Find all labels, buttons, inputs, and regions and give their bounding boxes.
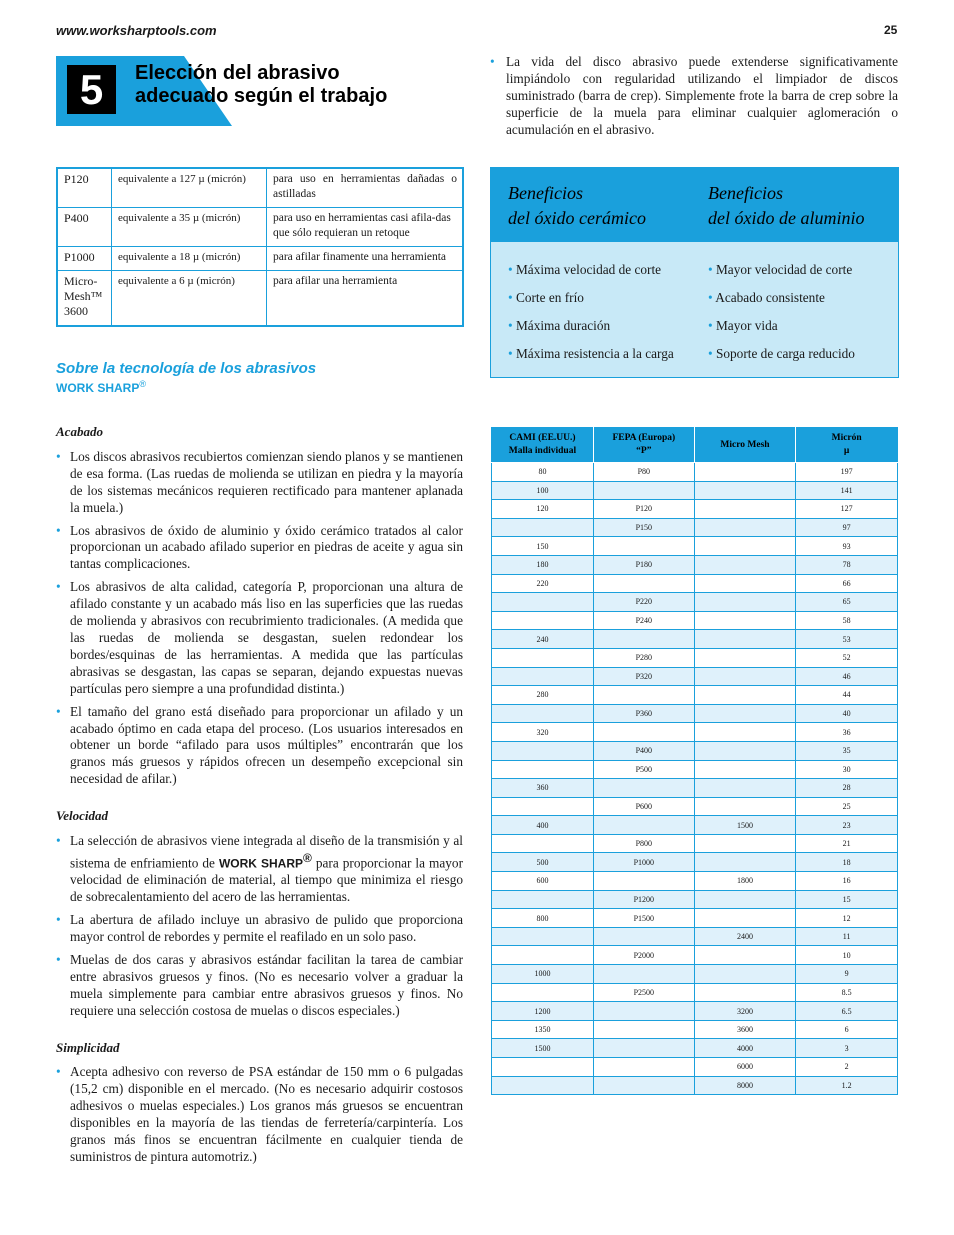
list-item-text: Acepta adhesivo con reverso de PSA estándar de 150 mm o 6 pulgadas (15,2 cm) disponible en el mercado. (No es necesario adquirir costosos adhesivos o muelas especiales.) Los granos más gruesos se encuentran disponibles en la mayoría de las tiendas de ferretería/carpintería. Los granos más finos se encuentran fácilmente en cualquier tienda de suministros de pintura automotriz.) [70,1064,463,1164]
table-cell: 36 [796,723,898,742]
list-item-text: La vida del disco abrasivo puede extenderse significativamente limpiándolo con regularidad utilizando el limpiador de discos suministrado (barra de crep). Simplemente frote la barra de crep sobre la superficie de la muela para eliminar cualquier aglomeración o acumulación en el abrasivo. [506,54,898,137]
table-cell: 65 [796,593,898,612]
table-cell [694,648,796,667]
table-cell: 2400 [694,927,796,946]
use-cell: para afilar finamente una herramienta [267,247,464,271]
list-item [508,340,674,368]
aluminum-heading [708,181,864,231]
table-cell: 23 [796,816,898,835]
table-cell: P220 [593,593,694,612]
bullet-icon: • [708,262,716,277]
bullet-icon: • [708,318,716,333]
section-title-line1: Elección del abrasivo [135,62,340,84]
table-cell [492,518,594,537]
table-cell: 53 [796,630,898,649]
table-cell: 28 [796,779,898,798]
velocidad-heading: Velocidad [56,808,108,824]
conversion-table [491,427,898,1095]
list-item [56,579,463,697]
table-cell [492,611,594,630]
header-line: “P” [636,446,652,456]
table-cell: P800 [593,834,694,853]
list-item-text: Mayor vida [715,318,778,333]
table-row [492,983,898,1002]
table-cell: P400 [593,741,694,760]
intro-list [490,54,898,139]
table-cell: 30 [796,760,898,779]
header-line: FEPA (Europa) [612,433,676,443]
table-cell: 1000 [492,965,594,984]
table-cell: 52 [796,648,898,667]
list-item [708,256,855,284]
table-cell [694,909,796,928]
table-cell [593,1058,694,1077]
list-item [708,284,855,312]
grit-table [56,167,464,327]
table-cell: 93 [796,537,898,556]
table-cell: 66 [796,574,898,593]
list-item [56,912,463,946]
table-cell: 3 [796,1039,898,1058]
table-cell: 44 [796,686,898,705]
table-cell: 400 [492,816,594,835]
table-cell [694,593,796,612]
table-cell [694,704,796,723]
table-cell: 100 [492,481,594,500]
header-line: CAMI (EE.UU.) [509,433,576,443]
table-cell [694,834,796,853]
table-cell: 1350 [492,1020,594,1039]
table-row [57,247,463,271]
registered-mark: ® [303,850,312,865]
table-cell [694,741,796,760]
section-title [135,62,387,108]
header-line: Malla individual [508,446,577,456]
list-item [708,340,855,368]
bullet-icon: • [56,1064,61,1080]
table-cell [492,927,594,946]
simplicidad-list [56,1064,463,1165]
column-header-fepa [593,428,694,463]
table-cell [694,853,796,872]
table-cell [694,555,796,574]
table-cell [492,704,594,723]
list-item-text: La selección de abrasivos viene integrada al diseño de la transmisión y al sistema de enfriamiento de [70,833,463,871]
header-line: Micrón [831,433,862,443]
list-item-text: El tamaño del grano está diseñado para proporcionar un afilado y un acabado óptimo en cada etapa del proceso. (Los usuarios interesados en obtener un borde “afilado para usos múltiples” encontrarán que los granos más gruesos y rápidos ofrecen un desempeño excepcional sin necesidad de afilar.) [70,703,463,787]
table-cell: 46 [796,667,898,686]
page-number: 25 [884,23,898,37]
column-header-micron [796,428,898,463]
table-cell [593,574,694,593]
bullet-icon: • [490,54,495,69]
table-cell: 3600 [694,1020,796,1039]
table-cell: 120 [492,500,594,519]
left-column [56,424,463,1172]
table-cell: 1800 [694,872,796,891]
table-cell: P240 [593,611,694,630]
table-cell: 8000 [694,1076,796,1095]
table-cell: 15 [796,890,898,909]
table-cell: P500 [593,760,694,779]
table-cell: 11 [796,927,898,946]
table-row [492,463,898,482]
table-cell: 800 [492,909,594,928]
acabado-heading: Acabado [56,424,103,439]
table-cell: 180 [492,555,594,574]
table-cell: 197 [796,463,898,482]
ceramic-heading-line2: del óxido cerámico [508,208,646,228]
table-cell: 141 [796,481,898,500]
list-item-text: Los discos abrasivos recubiertos comienzan siendo planos y se mantienen de esa forma. (Las ruedas de molienda se utilizan en piedra y la mayoría de los sistemas mecánicos requieren rectificado para mantener aplanada la muela.) [70,448,463,515]
table-cell [694,965,796,984]
table-cell: P180 [593,555,694,574]
registered-mark: ® [139,379,146,389]
list-item-text: para proporcionar la mayor velocidad de eliminación de material, al tiempo que minimiza el riesgo de sobrecalentamiento del acero de las herramientas. [70,855,464,905]
list-item [56,952,463,1020]
table-cell [492,760,594,779]
table-cell [492,890,594,909]
table-cell [694,760,796,779]
table-cell [694,983,796,1002]
table-cell [593,481,694,500]
table-cell: 360 [492,779,594,798]
table-cell: 220 [492,574,594,593]
table-cell: 10 [796,946,898,965]
table-row [492,667,898,686]
table-cell [593,1002,694,1021]
bullet-icon: • [708,346,716,361]
table-cell [593,779,694,798]
table-row [492,927,898,946]
table-row [492,741,898,760]
table-cell [694,481,796,500]
table-cell: P80 [593,463,694,482]
list-item [708,312,855,340]
table-cell [694,946,796,965]
table-cell [492,834,594,853]
bullet-icon: • [508,262,516,277]
list-item-text: Soporte de carga reducido [715,346,855,361]
table-row [492,1002,898,1021]
table-row [492,518,898,537]
table-row [492,872,898,891]
table-cell: 40 [796,704,898,723]
table-cell: P320 [593,667,694,686]
table-row [492,611,898,630]
table-row [57,271,463,327]
table-cell [492,946,594,965]
table-row [492,593,898,612]
bullet-icon: • [56,833,61,849]
equiv-cell: equivalente a 6 µ (micrón) [112,271,267,327]
table-cell [694,779,796,798]
table-cell: 78 [796,555,898,574]
table-cell: 500 [492,853,594,872]
brand-name: WORK SHARP [56,381,140,395]
list-item-text: Corte en frío [515,290,584,305]
table-cell: 1200 [492,1002,594,1021]
aluminum-list [708,256,855,368]
table-row [492,1058,898,1077]
use-cell: para uso en herramientas dañadas o astilladas [267,168,464,208]
table-cell [593,723,694,742]
grit-cell: P1000 [57,247,112,271]
list-item-text: Acabado consistente [715,290,825,305]
table-cell: 2 [796,1058,898,1077]
table-cell: P2000 [593,946,694,965]
list-item-text: Muelas de dos caras y abrasivos estándar facilitan la tarea de cambiar entre abrasivos gruesos y finos. (No es necesario volver a graduar la muela simplemente para cambiar entre abrasivos gruesos y finos. No requiere una selección costosa de muelas o discos especiales.) [70,951,463,1018]
table-cell: 9 [796,965,898,984]
table-cell: 16 [796,872,898,891]
table-cell: P280 [593,648,694,667]
table-cell: 97 [796,518,898,537]
bullet-icon: • [508,346,516,361]
bullet-icon: • [56,912,61,928]
table-cell [694,537,796,556]
table-row [492,946,898,965]
table-cell: 600 [492,872,594,891]
table-cell [694,667,796,686]
table-cell [694,518,796,537]
equiv-cell: equivalente a 127 µ (micrón) [112,168,267,208]
list-item-text: Máxima duración [515,318,611,333]
ceramic-heading-line1: Beneficios [508,183,583,203]
table-cell: 127 [796,500,898,519]
table-cell [492,983,594,1002]
equiv-cell: equivalente a 18 µ (micrón) [112,247,267,271]
table-row [492,853,898,872]
table-cell: 6000 [694,1058,796,1077]
table-cell [694,686,796,705]
bullet-icon: • [56,951,61,967]
aluminum-heading-line1: Beneficios [708,183,783,203]
table-row [492,834,898,853]
table-row [492,965,898,984]
list-item-text: Mayor velocidad de corte [715,262,853,277]
conversion-table-body [492,463,898,1095]
table-cell [492,741,594,760]
table-row [492,630,898,649]
right-intro [490,54,898,145]
header-line: µ [843,446,850,456]
bullet-icon: • [508,290,516,305]
list-item [56,833,463,906]
ceramic-heading [508,181,646,231]
table-cell [492,797,594,816]
table-cell: 1500 [694,816,796,835]
table-row [492,779,898,798]
table-cell: 12 [796,909,898,928]
bullet-icon: • [56,579,61,595]
equiv-cell: equivalente a 35 µ (micrón) [112,208,267,247]
header-line: Micro Mesh [720,439,770,450]
table-cell: P1500 [593,909,694,928]
table-row [492,1020,898,1039]
simplicidad-heading: Simplicidad [56,1039,120,1055]
table-cell [694,574,796,593]
table-row [492,760,898,779]
table-cell [593,872,694,891]
list-item [508,312,674,340]
velocidad-list [56,833,463,1019]
list-item [56,704,463,789]
grit-cell: P120 [57,168,112,208]
section-number: 5 [67,65,116,114]
table-cell: 1500 [492,1039,594,1058]
table-cell [694,463,796,482]
list-item-text: Los abrasivos de alta calidad, categoría P, proporcionan una altura de afilado constante y un acabado más liso en las superficies que las ruedas de molienda y abrasivos con recubrimiento tradicionales. (A medida que las ruedas de molienda se desgastan, suelen redondear los bordes/esquinas de las herramientas. A medida que las partículas abrasivas se desgastan, las capas se separan, dejando expuestas nuevas partículas pero siempre a una profundidad distinta.) [70,579,463,696]
table-cell [593,1039,694,1058]
use-cell: para uso en herramientas casi afila-das que sólo requieran un retoque [267,208,464,247]
list-item-text: Los abrasivos de óxido de aluminio y óxido cerámico tratados al calor proporcionan un acabado afilado superior en piedras de aceite y agua sin tantas complicaciones. [70,522,463,572]
tech-brand [56,379,146,395]
table-row [492,500,898,519]
table-cell [593,630,694,649]
table-row [492,1039,898,1058]
table-cell: P1200 [593,890,694,909]
table-cell: 150 [492,537,594,556]
table-row [492,723,898,742]
table-cell: P600 [593,797,694,816]
table-cell: P360 [593,704,694,723]
table-cell: 1.2 [796,1076,898,1095]
table-cell [492,667,594,686]
table-cell: 8.5 [796,983,898,1002]
table-cell: 18 [796,853,898,872]
acabado-list [56,449,463,788]
table-cell [492,1058,594,1077]
table-row [492,797,898,816]
table-cell [694,630,796,649]
table-cell [694,890,796,909]
table-row [492,648,898,667]
table-cell: P150 [593,518,694,537]
list-item-text: La abertura de afilado incluye un abrasivo de pulido que proporciona mayor control de rebordes y permite el reafilado en un solo paso. [70,912,463,944]
column-header-cami [492,428,594,463]
table-row [492,1076,898,1095]
grit-cell: Micro-Mesh™ 3600 [57,271,112,327]
table-cell: 21 [796,834,898,853]
table-cell [593,1020,694,1039]
table-row [492,816,898,835]
table-cell: 280 [492,686,594,705]
table-row [492,909,898,928]
list-item-text: Máxima velocidad de corte [515,262,662,277]
section-title-line2: adecuado según el trabajo [135,85,388,107]
aluminum-heading-line2: del óxido de aluminio [708,208,865,228]
table-cell [492,593,594,612]
bullet-icon: • [508,318,516,333]
bullet-icon: • [56,448,61,464]
table-row [492,890,898,909]
table-row [57,208,463,247]
tech-title: Sobre la tecnología de los abrasivos [56,360,317,377]
table-cell: 240 [492,630,594,649]
ceramic-list [508,256,674,368]
list-item [490,54,898,139]
brand-name: WORK SHARP [218,856,303,871]
table-cell [694,611,796,630]
table-cell [694,797,796,816]
grit-cell: P400 [57,208,112,247]
table-cell: P120 [593,500,694,519]
table-header-row [492,428,898,463]
list-item [508,256,674,284]
table-row [57,168,463,208]
table-row [492,537,898,556]
list-item [508,284,674,312]
website-url: www.worksharptools.com [56,23,217,38]
table-cell: 6 [796,1020,898,1039]
table-row [492,574,898,593]
table-row [492,686,898,705]
bullet-icon: • [56,522,61,538]
list-item [56,1064,463,1165]
table-cell [593,927,694,946]
table-row [492,555,898,574]
table-cell [593,537,694,556]
list-item-text: Máxima resistencia a la carga [515,346,674,361]
table-cell: P1000 [593,853,694,872]
table-cell: 25 [796,797,898,816]
bullet-icon: • [56,703,61,719]
table-cell: 58 [796,611,898,630]
table-cell: 80 [492,463,594,482]
table-row [492,481,898,500]
table-cell: 35 [796,741,898,760]
table-cell [492,648,594,667]
bullet-icon: • [708,290,716,305]
table-cell: 320 [492,723,594,742]
list-item [56,523,463,574]
table-cell [694,500,796,519]
table-cell [694,723,796,742]
use-cell: para afilar una herramienta [267,271,464,327]
table-cell [593,1076,694,1095]
table-cell [593,965,694,984]
table-cell: 3200 [694,1002,796,1021]
list-item [56,449,463,517]
table-cell: 4000 [694,1039,796,1058]
table-cell: 6.5 [796,1002,898,1021]
table-cell [593,816,694,835]
table-cell [593,686,694,705]
table-cell: P2500 [593,983,694,1002]
table-row [492,704,898,723]
column-header-micromesh [694,428,796,463]
table-cell [492,1076,594,1095]
